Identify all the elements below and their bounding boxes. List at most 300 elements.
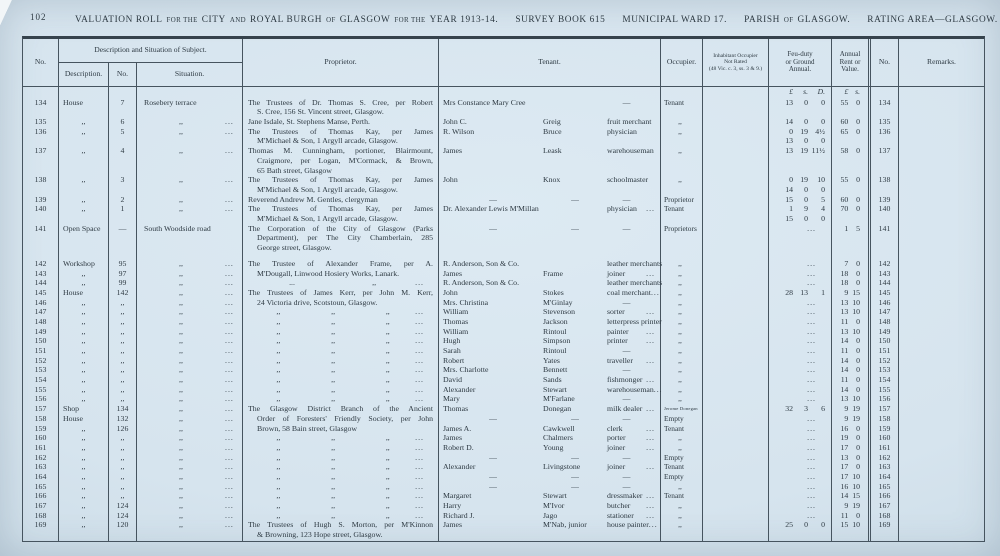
cell-tenant	[439, 424, 661, 434]
cell-entry-no-right: 158	[868, 414, 899, 424]
ditto-mark: ,,	[276, 365, 281, 375]
occupier-value: ,,	[678, 433, 682, 443]
cell-entry-no-right: 155	[868, 385, 899, 395]
tenant-line	[439, 384, 663, 395]
rent-line1: Annual	[839, 49, 861, 58]
rent-value-part: 70	[840, 204, 849, 214]
col-header-annual-rent	[831, 39, 868, 86]
tenant-occupation-text: leather merchants	[607, 278, 663, 288]
cell-proprietor	[243, 204, 439, 223]
cell-annual-rent	[831, 259, 868, 269]
cell-proprietor	[243, 491, 439, 501]
proprietor-ditto	[243, 336, 438, 346]
rent-value	[832, 482, 868, 492]
rent-value	[832, 278, 868, 288]
cell-entry-no: 140	[23, 204, 59, 223]
rent-value-part: 14	[840, 491, 849, 501]
cell-occupier	[661, 175, 703, 194]
ditto-dots: ...	[289, 278, 295, 288]
tenant-line	[439, 394, 660, 404]
cell-annual-rent	[831, 482, 868, 492]
situation-dots: ...	[225, 194, 234, 204]
feu-value	[769, 185, 831, 195]
tenant-line	[439, 146, 660, 156]
cell-feu-duty	[769, 146, 831, 175]
rent-value	[832, 414, 868, 424]
cell-remarks	[899, 117, 984, 127]
cell-remarks	[899, 365, 984, 375]
rent-value-part: 60	[840, 194, 849, 204]
tenant-occupation-text: joiner	[607, 268, 626, 278]
rent-value	[832, 394, 868, 404]
table-row	[23, 278, 984, 288]
cell-inhabitant-occupier	[703, 375, 769, 385]
cell-remarks	[899, 394, 984, 404]
cell-remarks	[899, 491, 984, 501]
cell-occupier	[661, 204, 703, 223]
cell-annual-rent	[831, 175, 868, 194]
proprietor-ditto	[243, 375, 438, 385]
cell-c-sit	[137, 87, 243, 98]
situation-ditto: ,,	[179, 384, 183, 394]
proprietor-line: M'Michael & Son, 1 Argyll arcade, Glasgow.	[257, 136, 398, 146]
cell-annual-rent	[831, 443, 868, 453]
cell-feu-duty	[769, 278, 831, 288]
rent-value-part: 14	[840, 365, 849, 375]
proprietor-line: The Trustees of Hugh S. Morton, per M'Kinnon	[248, 520, 433, 530]
ditto-mark: ,,	[276, 452, 281, 462]
feu-value	[769, 98, 831, 108]
proprietor-line: Reverend Andrew M. Gentles, clergyman	[248, 194, 378, 204]
ditto-dots: ...	[415, 481, 425, 491]
cell-street-no: 3	[109, 175, 137, 194]
tenant-surname: M'Ginlay	[543, 297, 573, 307]
rent-value	[832, 307, 868, 317]
proprietor-ditto	[243, 278, 438, 288]
cell-situation	[137, 204, 243, 223]
cell-c-feu	[769, 87, 831, 98]
occupier-value: ,,	[678, 287, 682, 297]
rent-value	[832, 365, 868, 375]
cell-entry-no: 143	[23, 269, 59, 279]
cell-tenant	[439, 385, 661, 395]
ditto-mark: ,,	[385, 433, 390, 443]
tenant-occupation-text: —	[622, 413, 631, 423]
col-header-description-group: Description and Situation of Subject.	[59, 39, 243, 63]
proprietor-line: M'Dougall, Linwood Hosiery Works, Lanark.	[257, 268, 400, 278]
tenant-dots: ...	[646, 501, 655, 510]
cell-tenant	[439, 462, 661, 472]
cell-proprietor	[243, 443, 439, 453]
cell-description	[59, 175, 109, 194]
cell-situation	[137, 146, 243, 175]
rent-value-part: 9	[844, 404, 849, 414]
cell-situation	[137, 462, 243, 472]
rent-value-part: 10	[852, 297, 860, 307]
cell-street-no: ,,	[109, 443, 137, 453]
ditto-mark: ,,	[385, 316, 390, 326]
cell-entry-no-right: 159	[868, 424, 899, 434]
cell-street-no: ,,	[109, 491, 137, 501]
cell-occupier	[661, 117, 703, 127]
situation-dots: ...	[225, 126, 234, 136]
situation-ditto: ,,	[179, 268, 183, 278]
rent-value	[832, 224, 868, 234]
situation-ditto: ,,	[179, 278, 183, 288]
tenant-occupation-text: fruit merchant	[607, 117, 652, 127]
cell-entry-no-right: 168	[868, 511, 899, 521]
cell-proprietor	[243, 288, 439, 298]
feu-value-part: 0	[821, 97, 825, 107]
cell-tenant	[439, 327, 661, 337]
cell-proprietor	[243, 453, 439, 463]
situation-dots: ...	[225, 394, 234, 404]
col-header-tenant: Tenant.	[439, 39, 661, 86]
table-body	[23, 87, 984, 541]
feu-value-part: 0	[804, 97, 808, 107]
rent-value-part: 0	[856, 204, 860, 214]
cell-annual-rent	[831, 433, 868, 443]
feu-value-part: 14	[785, 117, 793, 127]
description-value: ,,	[81, 471, 86, 481]
cell-street-no: 97	[109, 269, 137, 279]
table-row	[23, 462, 984, 472]
ditto-mark: ,,	[331, 326, 336, 336]
cell-proprietor	[243, 259, 439, 269]
tenant-occupation	[607, 278, 667, 288]
cell-c-prop	[243, 87, 439, 98]
ditto-mark: ,,	[276, 394, 281, 404]
proprietor-ditto	[243, 307, 438, 317]
tenant-occupation	[607, 511, 660, 521]
cell-street-no: 120	[109, 520, 137, 539]
cell-occupier	[661, 394, 703, 404]
rent-value-part: 0	[856, 268, 860, 278]
situation-dots: ...	[225, 510, 234, 520]
rent-value-part: 13	[840, 326, 849, 336]
cell-tenant	[439, 346, 661, 356]
cell-situation	[137, 433, 243, 443]
proprietor-line: The Corporation of the City of Glasgow (Parks	[248, 223, 433, 233]
cell-tenant	[439, 298, 661, 308]
feu-value	[769, 520, 831, 530]
tenant-occupation-text: —	[622, 481, 631, 491]
feu-value-part: 10	[817, 175, 825, 185]
cell-inhabitant-occupier	[703, 317, 769, 327]
proprietor-ditto	[243, 394, 438, 404]
description-value: ,,	[81, 175, 86, 185]
description-value: House	[63, 97, 83, 107]
cell-tenant	[439, 317, 661, 327]
col-header-inhabitant-occupier	[703, 39, 769, 86]
occupier-value: ,,	[678, 175, 682, 185]
cell-c-ten	[439, 87, 661, 98]
tenant-dots: ...	[646, 326, 655, 336]
feu-value-part: 15	[785, 214, 793, 224]
cell-annual-rent	[831, 501, 868, 511]
ditto-dots: ...	[415, 326, 425, 336]
tenant-occupation	[607, 365, 660, 375]
cell-proprietor	[243, 195, 439, 205]
cell-proprietor	[243, 298, 439, 308]
tenant-line	[439, 336, 660, 346]
tenant-occupation	[607, 491, 660, 501]
cell-street-no: 99	[109, 278, 137, 288]
rent-value-part: 9	[844, 501, 849, 510]
ditto-dots: ...	[415, 442, 425, 452]
ditto-mark: ,,	[385, 452, 390, 462]
cell-annual-rent	[831, 98, 868, 117]
cell-description	[59, 278, 109, 288]
proprietor-line: The Trustees of Thomas Kay, per James	[248, 175, 433, 185]
tenant-forename: John	[443, 287, 458, 297]
rent-value	[832, 491, 868, 501]
cell-entry-no-right: 162	[868, 453, 899, 463]
situation-ditto: ,,	[179, 336, 183, 346]
cell-entry-no-right: 135	[868, 117, 899, 127]
feu-value	[769, 195, 831, 205]
feu-value-empty: ...	[807, 433, 816, 443]
rent-value-part: 11	[840, 375, 849, 385]
ditto-dots: ...	[415, 365, 425, 375]
occupier-value: ,,	[678, 146, 682, 156]
tenant-forename: Dr. Alexander Lewis M'Millan	[443, 204, 539, 214]
cell-annual-rent	[831, 414, 868, 424]
ditto-mark: ,,	[385, 394, 390, 404]
rent-value-part: 18	[840, 268, 849, 278]
description-value: ,,	[81, 355, 86, 365]
situation-dots: ...	[225, 452, 234, 462]
table-row	[23, 482, 984, 492]
description-value: ,,	[81, 394, 86, 404]
rent-value	[832, 346, 868, 356]
col-header-no-left: No.	[23, 39, 59, 86]
cell-inhabitant-occupier	[703, 346, 769, 356]
situation-ditto: ,,	[179, 452, 183, 462]
ditto-mark: ,,	[276, 384, 281, 394]
cell-remarks	[899, 224, 984, 259]
situation-value: South Woodside road	[144, 223, 211, 233]
rent-value-part: 19	[852, 404, 860, 414]
cell-feu-duty	[769, 443, 831, 453]
cell-street-no: ,,	[109, 327, 137, 337]
tenant-line	[439, 288, 660, 298]
tenant-surname: —	[571, 471, 579, 481]
cell-entry-no-right: 144	[868, 278, 899, 288]
cell-tenant	[439, 117, 661, 127]
title-segment: SURVEY BOOK 615	[515, 15, 606, 25]
rent-value-part: 19	[852, 413, 860, 423]
cell-tenant	[439, 224, 661, 259]
page-title	[75, 9, 998, 27]
title-segment: FOR THE	[394, 17, 426, 24]
rent-value	[832, 462, 868, 472]
cell-occupier	[661, 375, 703, 385]
cell-occupier	[661, 482, 703, 492]
ditto-dots: ...	[415, 471, 425, 481]
col-header-no-right: No.	[868, 39, 899, 86]
cell-occupier	[661, 298, 703, 308]
description-value: ,,	[81, 375, 86, 385]
ditto-mark: ,,	[385, 326, 390, 336]
tenant-occupation	[607, 195, 660, 205]
ditto-mark: ,,	[331, 375, 336, 385]
tenant-surname: Chalmers	[543, 433, 573, 443]
rent-value	[832, 259, 868, 269]
cell-tenant	[439, 394, 661, 404]
tenant-occupation	[607, 394, 660, 404]
rent-value-part: 15	[840, 520, 849, 530]
tenant-forename: Margaret	[443, 491, 472, 501]
ditto-mark: ,,	[385, 471, 390, 481]
description-value: ,,	[81, 501, 86, 510]
cell-proprietor	[243, 385, 439, 395]
tenant-occupation	[607, 453, 660, 463]
cell-inhabitant-occupier	[703, 146, 769, 175]
proprietor-line: George street, Glasgow.	[257, 243, 332, 253]
cell-occupier	[661, 365, 703, 375]
title-segment: FOR THE	[166, 17, 198, 24]
situation-ditto: ,,	[179, 433, 183, 443]
table-row	[23, 259, 984, 269]
tenant-dots: ...	[646, 307, 655, 317]
cell-situation	[137, 175, 243, 194]
tenant-occupation	[607, 414, 660, 424]
table-row	[23, 204, 984, 223]
description-value: Workshop	[63, 258, 95, 268]
feu-value-part: 4½	[815, 126, 825, 136]
tenant-occupation	[607, 175, 660, 185]
feu-value-empty: ...	[807, 307, 816, 317]
cell-occupier	[661, 501, 703, 511]
rent-value-part: 0	[856, 423, 860, 433]
situation-dots: ...	[225, 307, 234, 317]
ditto-mark: ,,	[276, 355, 281, 365]
cell-proprietor	[243, 520, 439, 539]
cell-inhabitant-occupier	[703, 298, 769, 308]
occupier-value: ,,	[678, 394, 682, 404]
tenant-occupation-text: leather merchants	[607, 258, 663, 268]
proprietor-ditto	[243, 462, 438, 472]
cell-occupier	[661, 511, 703, 521]
feu-value-part: 13	[785, 97, 793, 107]
feu-value-part: 0	[804, 214, 808, 224]
cell-remarks	[899, 443, 984, 453]
cell-description	[59, 224, 109, 259]
occupier-value: Jerome Donegan	[664, 406, 698, 412]
cell-entry-no: 169	[23, 520, 59, 539]
situation-dots: ...	[225, 297, 234, 307]
proprietor-line: M'Michael & Son, 1 Argyll arcade, Glasgow.	[257, 184, 398, 194]
tenant-line	[439, 269, 660, 279]
tenant-surname: —	[571, 452, 579, 462]
feu-value-empty: ...	[807, 481, 816, 491]
cell-feu-duty	[769, 365, 831, 375]
occupier-value: Tenant	[664, 204, 685, 214]
tenant-forename: William	[443, 326, 469, 336]
cell-remarks	[899, 298, 984, 308]
rent-value	[832, 501, 868, 511]
tenant-line	[439, 317, 660, 327]
occupier-value: Tenant	[664, 462, 685, 472]
cell-feu-duty	[769, 269, 831, 279]
feu-value-empty: ...	[807, 452, 816, 462]
description-value: ,,	[81, 336, 86, 346]
tenant-forename: David	[443, 375, 463, 385]
tenant-line	[439, 491, 660, 501]
ditto-mark: ,,	[276, 481, 281, 491]
situation-dots: ...	[225, 462, 234, 472]
cell-situation	[137, 394, 243, 404]
occupier-value: Proprietors	[664, 223, 697, 233]
tenant-forename: Hugh	[443, 336, 461, 346]
rent-value-part: 10	[852, 326, 860, 336]
table-row	[23, 520, 984, 539]
cell-occupier	[661, 433, 703, 443]
cell-occupier	[661, 520, 703, 539]
cell-street-no: 134	[109, 404, 137, 414]
cell-tenant	[439, 204, 661, 223]
cell-entry-no: 145	[23, 288, 59, 298]
cell-occupier	[661, 424, 703, 434]
tenant-forename: R. Anderson, Son & Co.	[443, 258, 520, 268]
cell-entry-no: 135	[23, 117, 59, 127]
cell-annual-rent	[831, 288, 868, 298]
cell-annual-rent	[831, 356, 868, 366]
cell-proprietor	[243, 98, 439, 117]
cell-entry-no: 155	[23, 385, 59, 395]
cell-tenant	[439, 336, 661, 346]
cell-remarks	[899, 127, 984, 146]
feu-value	[769, 288, 831, 298]
description-value: ,,	[81, 423, 86, 433]
description-value: House	[63, 287, 83, 297]
tenant-surname: Greig	[543, 117, 561, 127]
rent-value-part: 0	[856, 126, 860, 136]
cell-feu-duty	[769, 259, 831, 269]
cell-remarks	[899, 404, 984, 414]
cell-street-no: 95	[109, 259, 137, 269]
cell-remarks	[899, 453, 984, 463]
description-value: ,,	[81, 146, 86, 156]
feu-value-part: 14	[785, 184, 793, 194]
occupier-value: Empty	[664, 452, 684, 462]
cell-tenant	[439, 511, 661, 521]
title-segment: ROYAL BURGH	[249, 15, 323, 25]
occupier-value: ,,	[678, 520, 682, 530]
feu-value	[769, 204, 831, 214]
tenant-surname: Knox	[543, 175, 561, 185]
cell-tenant	[439, 414, 661, 424]
cell-description	[59, 482, 109, 492]
description-value: ,,	[81, 346, 86, 355]
cell-street-no: ,,	[109, 385, 137, 395]
cell-street-no: 1	[109, 204, 137, 223]
tenant-line	[439, 511, 660, 521]
rent-value-part: 0	[856, 146, 860, 156]
situation-ditto: ,,	[179, 175, 183, 185]
ditto-mark: ,,	[385, 510, 390, 520]
cell-street-no: ,,	[109, 346, 137, 356]
cell-entry-no: 151	[23, 346, 59, 356]
situation-ditto: ,,	[179, 413, 183, 423]
cell-street-no: —	[109, 224, 137, 259]
cell-entry-no: 149	[23, 327, 59, 337]
cell-entry-no-right: 163	[868, 462, 899, 472]
cell-feu-duty	[769, 127, 831, 146]
cell-inhabitant-occupier	[703, 365, 769, 375]
cell-description	[59, 98, 109, 117]
